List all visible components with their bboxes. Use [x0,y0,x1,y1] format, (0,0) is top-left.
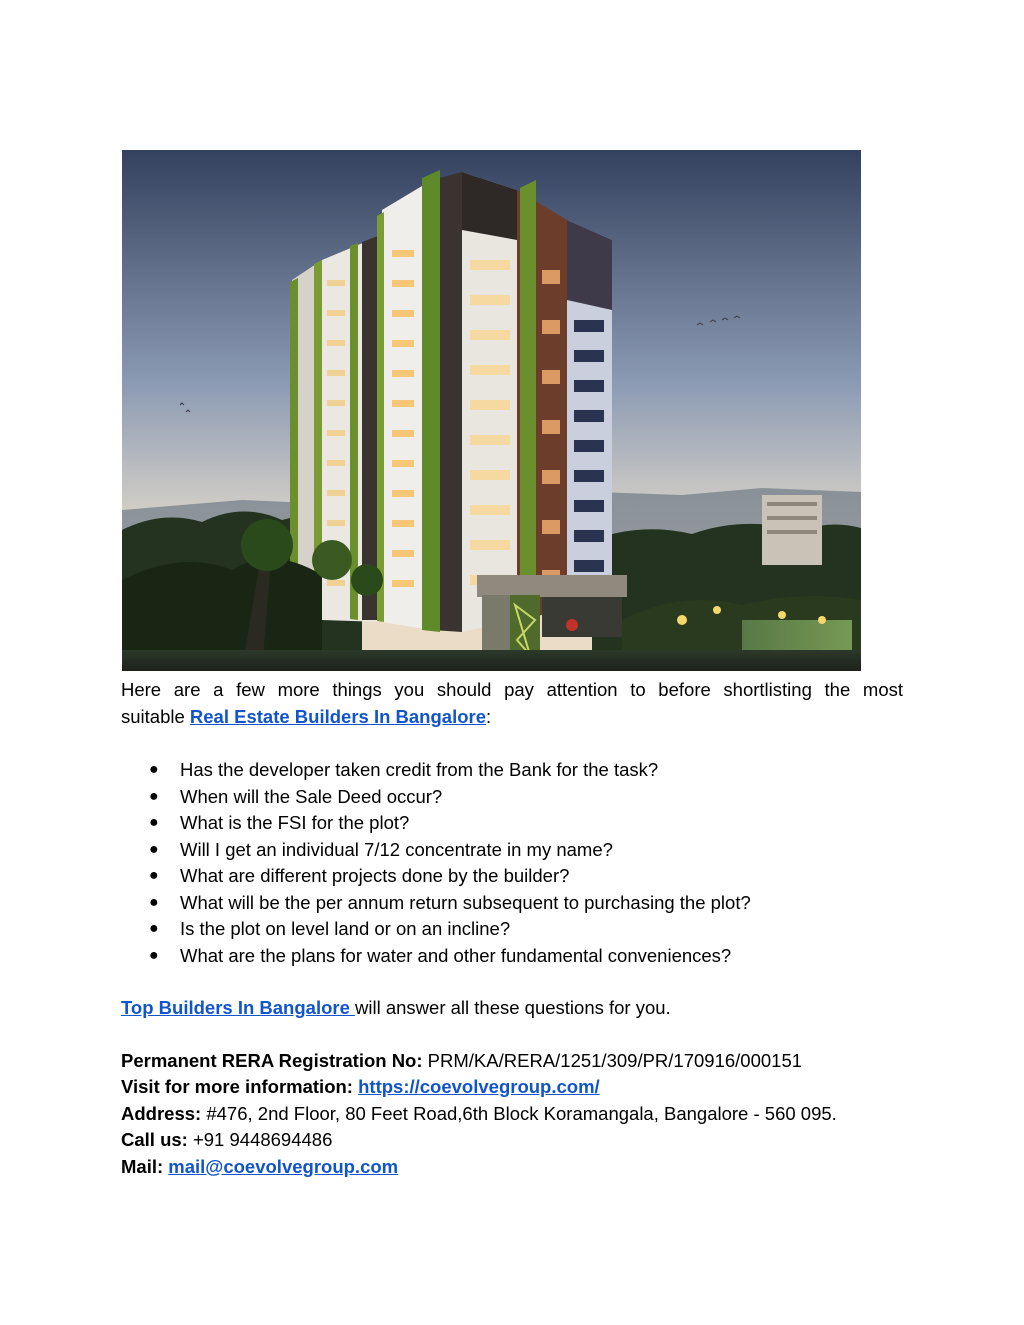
bullet-icon: ● [149,814,159,831]
call-label: Call us: [121,1129,188,1150]
contact-info [121,1048,903,1181]
phone-value: +91 9448694486 [187,1129,333,1150]
rera-row [121,1048,903,1075]
call-row [121,1127,903,1154]
list-item: ● Has the developer taken credit from the Bank for the task? [149,757,903,784]
intro-text-suitable: suitable [121,705,190,727]
list-item: ● What are the plans for water and other fundamental conveniences? [149,943,903,970]
visit-row [121,1074,903,1101]
website-link[interactable]: https://coevolvegroup.com/ [358,1076,600,1097]
building-render-image [122,150,861,671]
intro-text: Here are a few more things you should pay attention to before shortlisting the most [121,679,903,700]
email-link[interactable]: mail@coevolvegroup.com [168,1155,399,1177]
questions-list [121,757,903,969]
bullet-icon: ● [149,787,159,805]
address-value: #476, 2nd Floor, 80 Feet Road,6th Block Koramangala, Bangalore - 560 095. [201,1102,837,1124]
bullet-icon: ● [149,920,159,937]
bullet-icon: ● [149,867,159,884]
list-item: ● Will I get an individual 7/12 concentrate in my name? [149,837,903,864]
answer-text: will answer all these questions for you. [355,997,671,1018]
bullet-icon: ● [149,840,159,858]
visit-label: Visit for more information: [121,1076,353,1097]
list-item: ● Is the plot on level land or on an incline? [149,916,903,943]
real-estate-builders-link[interactable]: Real Estate Builders In Bangalore [189,705,486,727]
bullet-icon: ● [149,893,159,911]
intro-colon: : [486,705,492,727]
answer-paragraph [121,995,903,1022]
intro-paragraph [121,677,903,730]
rera-label: Permanent RERA Registration No: [121,1049,423,1071]
address-label: Address: [121,1102,202,1124]
list-item: ● What is the FSI for the plot? [149,810,903,837]
list-item: ● When will the Sale Deed occur? [149,784,903,811]
top-builders-link[interactable]: Top Builders In Bangalore [121,997,356,1018]
address-row [121,1101,903,1128]
rera-value: PRM/KA/RERA/1251/309/PR/170916/000151 [422,1049,803,1071]
mail-label: Mail: [121,1155,164,1177]
list-item: ● What will be the per annum return subsequent to purchasing the plot? [149,890,903,917]
bullet-icon: ● [149,946,159,964]
mail-row [121,1154,903,1181]
list-item: ● What are different projects done by the builder? [149,863,903,890]
bullet-icon: ● [149,761,159,778]
